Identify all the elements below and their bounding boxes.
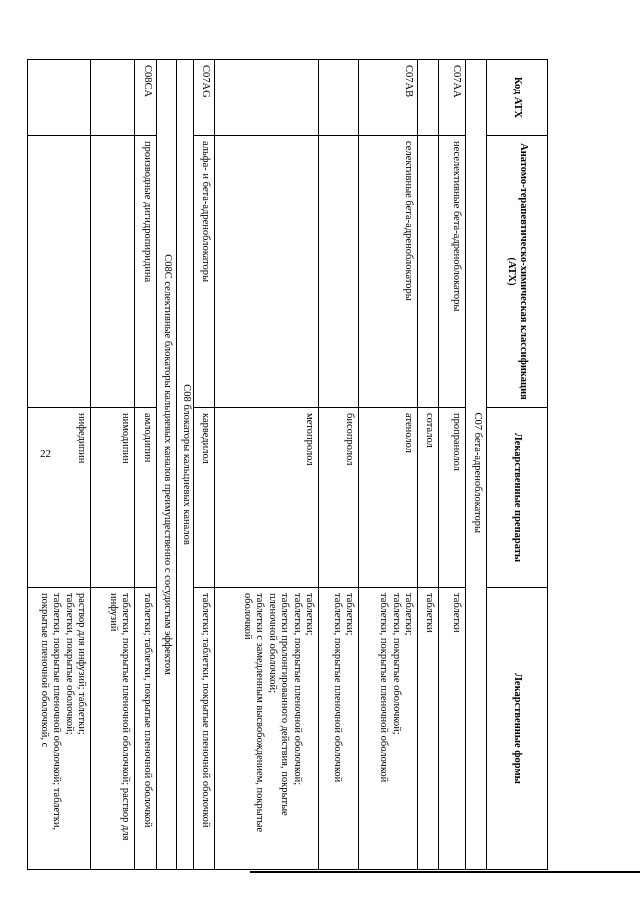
header-code: Код АТХ <box>487 60 548 136</box>
table-row <box>135 60 157 870</box>
header-drugs: Лекарственные препараты <box>487 408 548 588</box>
table-row <box>439 60 466 870</box>
forms-cell <box>91 588 135 870</box>
form-line: таблетки, покрытые оболочкой; <box>390 593 402 735</box>
form-line: таблетки; <box>304 593 316 636</box>
form-line: таблетки пролонгированного действия, покрытые пленочной оболочкой; <box>266 593 291 816</box>
forms-cell <box>319 588 359 870</box>
group-c08-row <box>177 60 194 870</box>
form-line: таблетки, покрытые пленочной оболочкой; раствор для инфузий <box>107 593 132 841</box>
form-line: таблетки, покрытые пленочной оболочкой <box>378 593 390 783</box>
code-cell: C07AA <box>439 60 466 136</box>
table-row <box>194 60 215 870</box>
atc-cell <box>28 136 91 408</box>
code-cell <box>28 60 91 136</box>
rotated-table-container <box>27 59 548 869</box>
table-row <box>91 60 135 870</box>
form-line: таблетки, покрытые пленочной оболочкой <box>331 593 343 783</box>
code-cell <box>215 60 319 136</box>
code-cell <box>91 60 135 136</box>
forms-cell <box>135 588 157 870</box>
atc-cell: альфа- и бета-адреноблокаторы <box>194 136 215 408</box>
table-row <box>215 60 319 870</box>
form-line: таблетки <box>424 593 436 633</box>
bottom-divider <box>250 871 640 873</box>
code-cell <box>319 60 359 136</box>
group-c08c-row <box>157 60 177 870</box>
atc-cell: производные дигидропиридина <box>135 136 157 408</box>
table-row <box>359 60 418 870</box>
drug-cell: нифедипин <box>28 408 91 588</box>
drug-cell: соталол <box>418 408 439 588</box>
group-c07-label: C07 бета-адреноблокаторы <box>466 408 487 870</box>
drug-cell: атенолол <box>359 408 418 588</box>
table-row <box>28 60 91 870</box>
forms-cell <box>28 588 91 870</box>
header-forms: Лекарственные формы <box>487 588 548 870</box>
atc-cell <box>215 136 319 408</box>
drug-table <box>27 59 548 870</box>
group-c08-label: C08 блокаторы кальциевых каналов <box>177 60 194 870</box>
group-row-c07 <box>466 60 487 870</box>
atc-cell <box>319 136 359 408</box>
drug-cell: карведилол <box>194 408 215 588</box>
code-cell <box>418 60 439 136</box>
table-header-row <box>487 60 548 870</box>
drug-cell: бисопролол <box>319 408 359 588</box>
form-line: таблетки, покрытые пленочной оболочкой; таблетки, покрытые пленочной оболочкой, с <box>38 593 63 831</box>
code-cell: C07AB <box>359 60 418 136</box>
drug-cell: пропранолол <box>439 408 466 588</box>
drug-cell: нимодипин <box>91 408 135 588</box>
form-line: таблетки <box>451 593 463 633</box>
table-row <box>418 60 439 870</box>
forms-cell <box>418 588 439 870</box>
drug-cell: метопролол <box>215 408 319 588</box>
group-c08c-label: C08C селективные блокаторы кальциевых каналов преимущественно с сосудистым эффектом <box>157 60 177 870</box>
forms-cell <box>194 588 215 870</box>
code-cell: C07AG <box>194 60 215 136</box>
page-number: 22 <box>40 448 51 460</box>
form-line: таблетки, покрытые оболочкой; <box>63 593 75 735</box>
forms-cell <box>215 588 319 870</box>
drug-cell: амлодипин <box>135 408 157 588</box>
form-line: таблетки; <box>344 593 356 636</box>
form-line: таблетки; таблетки, покрытые пленочной оболочкой <box>200 593 212 828</box>
form-line: таблетки с замедленным высвобождением, покрытые оболочкой <box>241 593 266 833</box>
code-cell: C08CA <box>135 60 157 136</box>
atc-cell: селективные бета-адреноблокаторы <box>359 136 418 408</box>
atc-cell <box>91 136 135 408</box>
form-line: таблетки; <box>403 593 415 636</box>
table-row <box>319 60 359 870</box>
atc-cell: неселективные бета-адреноблокаторы <box>439 136 466 408</box>
forms-cell <box>439 588 466 870</box>
atc-cell <box>418 136 439 408</box>
form-line: таблетки; таблетки, покрытые пленочной оболочкой <box>142 593 154 828</box>
forms-cell <box>359 588 418 870</box>
form-line: раствор для инфузий; таблетки; <box>76 593 88 735</box>
header-atc: Анатомо-терапевтическо-химическая классификация (АТХ) <box>487 136 548 408</box>
form-line: таблетки, покрытые пленочной оболочкой; <box>291 593 303 786</box>
